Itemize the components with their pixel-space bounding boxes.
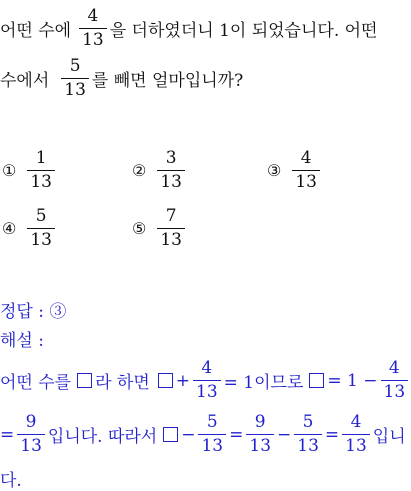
- explain-text-1a: 어떤 수를: [0, 373, 72, 393]
- fraction-4-13: [342, 414, 370, 455]
- blank-square-icon: [158, 373, 173, 388]
- numerator: 4: [201, 358, 213, 378]
- blank-square-icon: [77, 373, 92, 388]
- fraction-4-13: [79, 8, 107, 49]
- fraction-9-13: [246, 414, 274, 455]
- denominator: 13: [157, 228, 185, 249]
- plus-sign: +: [175, 370, 191, 391]
- question-line-2: [0, 58, 243, 99]
- choice-5[interactable]: [132, 208, 188, 249]
- numerator: 9: [254, 412, 266, 432]
- numerator: 5: [206, 412, 218, 432]
- minus-sign: −: [277, 424, 292, 445]
- explain-text-1b: 라 하면: [95, 373, 150, 393]
- question-text-2a: 수에서: [0, 71, 50, 91]
- numerator: 1: [35, 148, 47, 168]
- numerator: 5: [35, 206, 47, 226]
- numerator: 3: [165, 148, 177, 168]
- denominator: 13: [294, 434, 322, 455]
- denominator: 13: [342, 434, 370, 455]
- denominator: 13: [292, 170, 320, 191]
- fraction-5-13: [61, 58, 89, 99]
- denominator: 13: [246, 434, 274, 455]
- numerator: 9: [25, 412, 37, 432]
- choice-fraction: [27, 150, 55, 191]
- answer-label: 정답 : ③: [0, 302, 67, 322]
- question-text-1a: 어떤 수에: [0, 21, 72, 41]
- numerator: 7: [165, 206, 177, 226]
- question-text-1b: 을 더하였더니 1이 되었습니다. 어떤: [109, 21, 378, 41]
- denominator: 13: [193, 380, 221, 401]
- explain-text-1c: = 1이므로: [223, 373, 304, 393]
- equals-sign: =: [324, 424, 340, 445]
- blank-square-icon: [163, 427, 178, 442]
- explain-text-2b: 입니: [372, 427, 406, 447]
- numerator: 4: [350, 412, 362, 432]
- blank-square-icon: [309, 373, 324, 388]
- explanation-line-3: 다.: [0, 471, 22, 491]
- denominator: 13: [17, 434, 45, 455]
- numerator: 5: [69, 56, 81, 76]
- explanation-line-1: [0, 360, 411, 401]
- choice-fraction: [157, 150, 185, 191]
- fraction-9-13: [17, 414, 45, 455]
- explanation-label: 해설 :: [0, 331, 44, 351]
- explanation-line-2: [0, 414, 406, 455]
- choice-marker: ②: [132, 161, 147, 180]
- choice-1[interactable]: [2, 150, 58, 191]
- equals-sign: =: [229, 424, 244, 445]
- equals-sign: =: [0, 424, 15, 445]
- fraction-5-13: [198, 414, 226, 455]
- choice-3[interactable]: [267, 150, 323, 191]
- choice-marker: ④: [2, 219, 17, 238]
- minus-sign: −: [181, 424, 196, 445]
- choice-marker: ③: [267, 161, 282, 180]
- explain-text-1d: = 1 −: [327, 370, 378, 391]
- denominator: 13: [381, 380, 409, 401]
- explain-text-2a: 입니다. 따라서: [47, 427, 158, 447]
- choice-2[interactable]: [132, 150, 188, 191]
- numerator: 4: [87, 6, 99, 26]
- denominator: 13: [79, 28, 107, 49]
- denominator: 13: [157, 170, 185, 191]
- denominator: 13: [61, 78, 89, 99]
- denominator: 13: [198, 434, 226, 455]
- numerator: 5: [302, 412, 314, 432]
- choice-marker: ⑤: [132, 219, 147, 238]
- fraction-4-13: [381, 360, 409, 401]
- question-line-1: [0, 8, 377, 49]
- fraction-5-13: [294, 414, 322, 455]
- fraction-4-13: [193, 360, 221, 401]
- numerator: 4: [388, 358, 400, 378]
- choice-fraction: [27, 208, 55, 249]
- numerator: 4: [300, 148, 312, 168]
- choice-4[interactable]: [2, 208, 58, 249]
- denominator: 13: [27, 228, 55, 249]
- denominator: 13: [27, 170, 55, 191]
- choice-marker: ①: [2, 161, 17, 180]
- question-text-2b: 를 빼면 얼마입니까?: [91, 71, 244, 91]
- choice-fraction: [292, 150, 320, 191]
- choice-fraction: [157, 208, 185, 249]
